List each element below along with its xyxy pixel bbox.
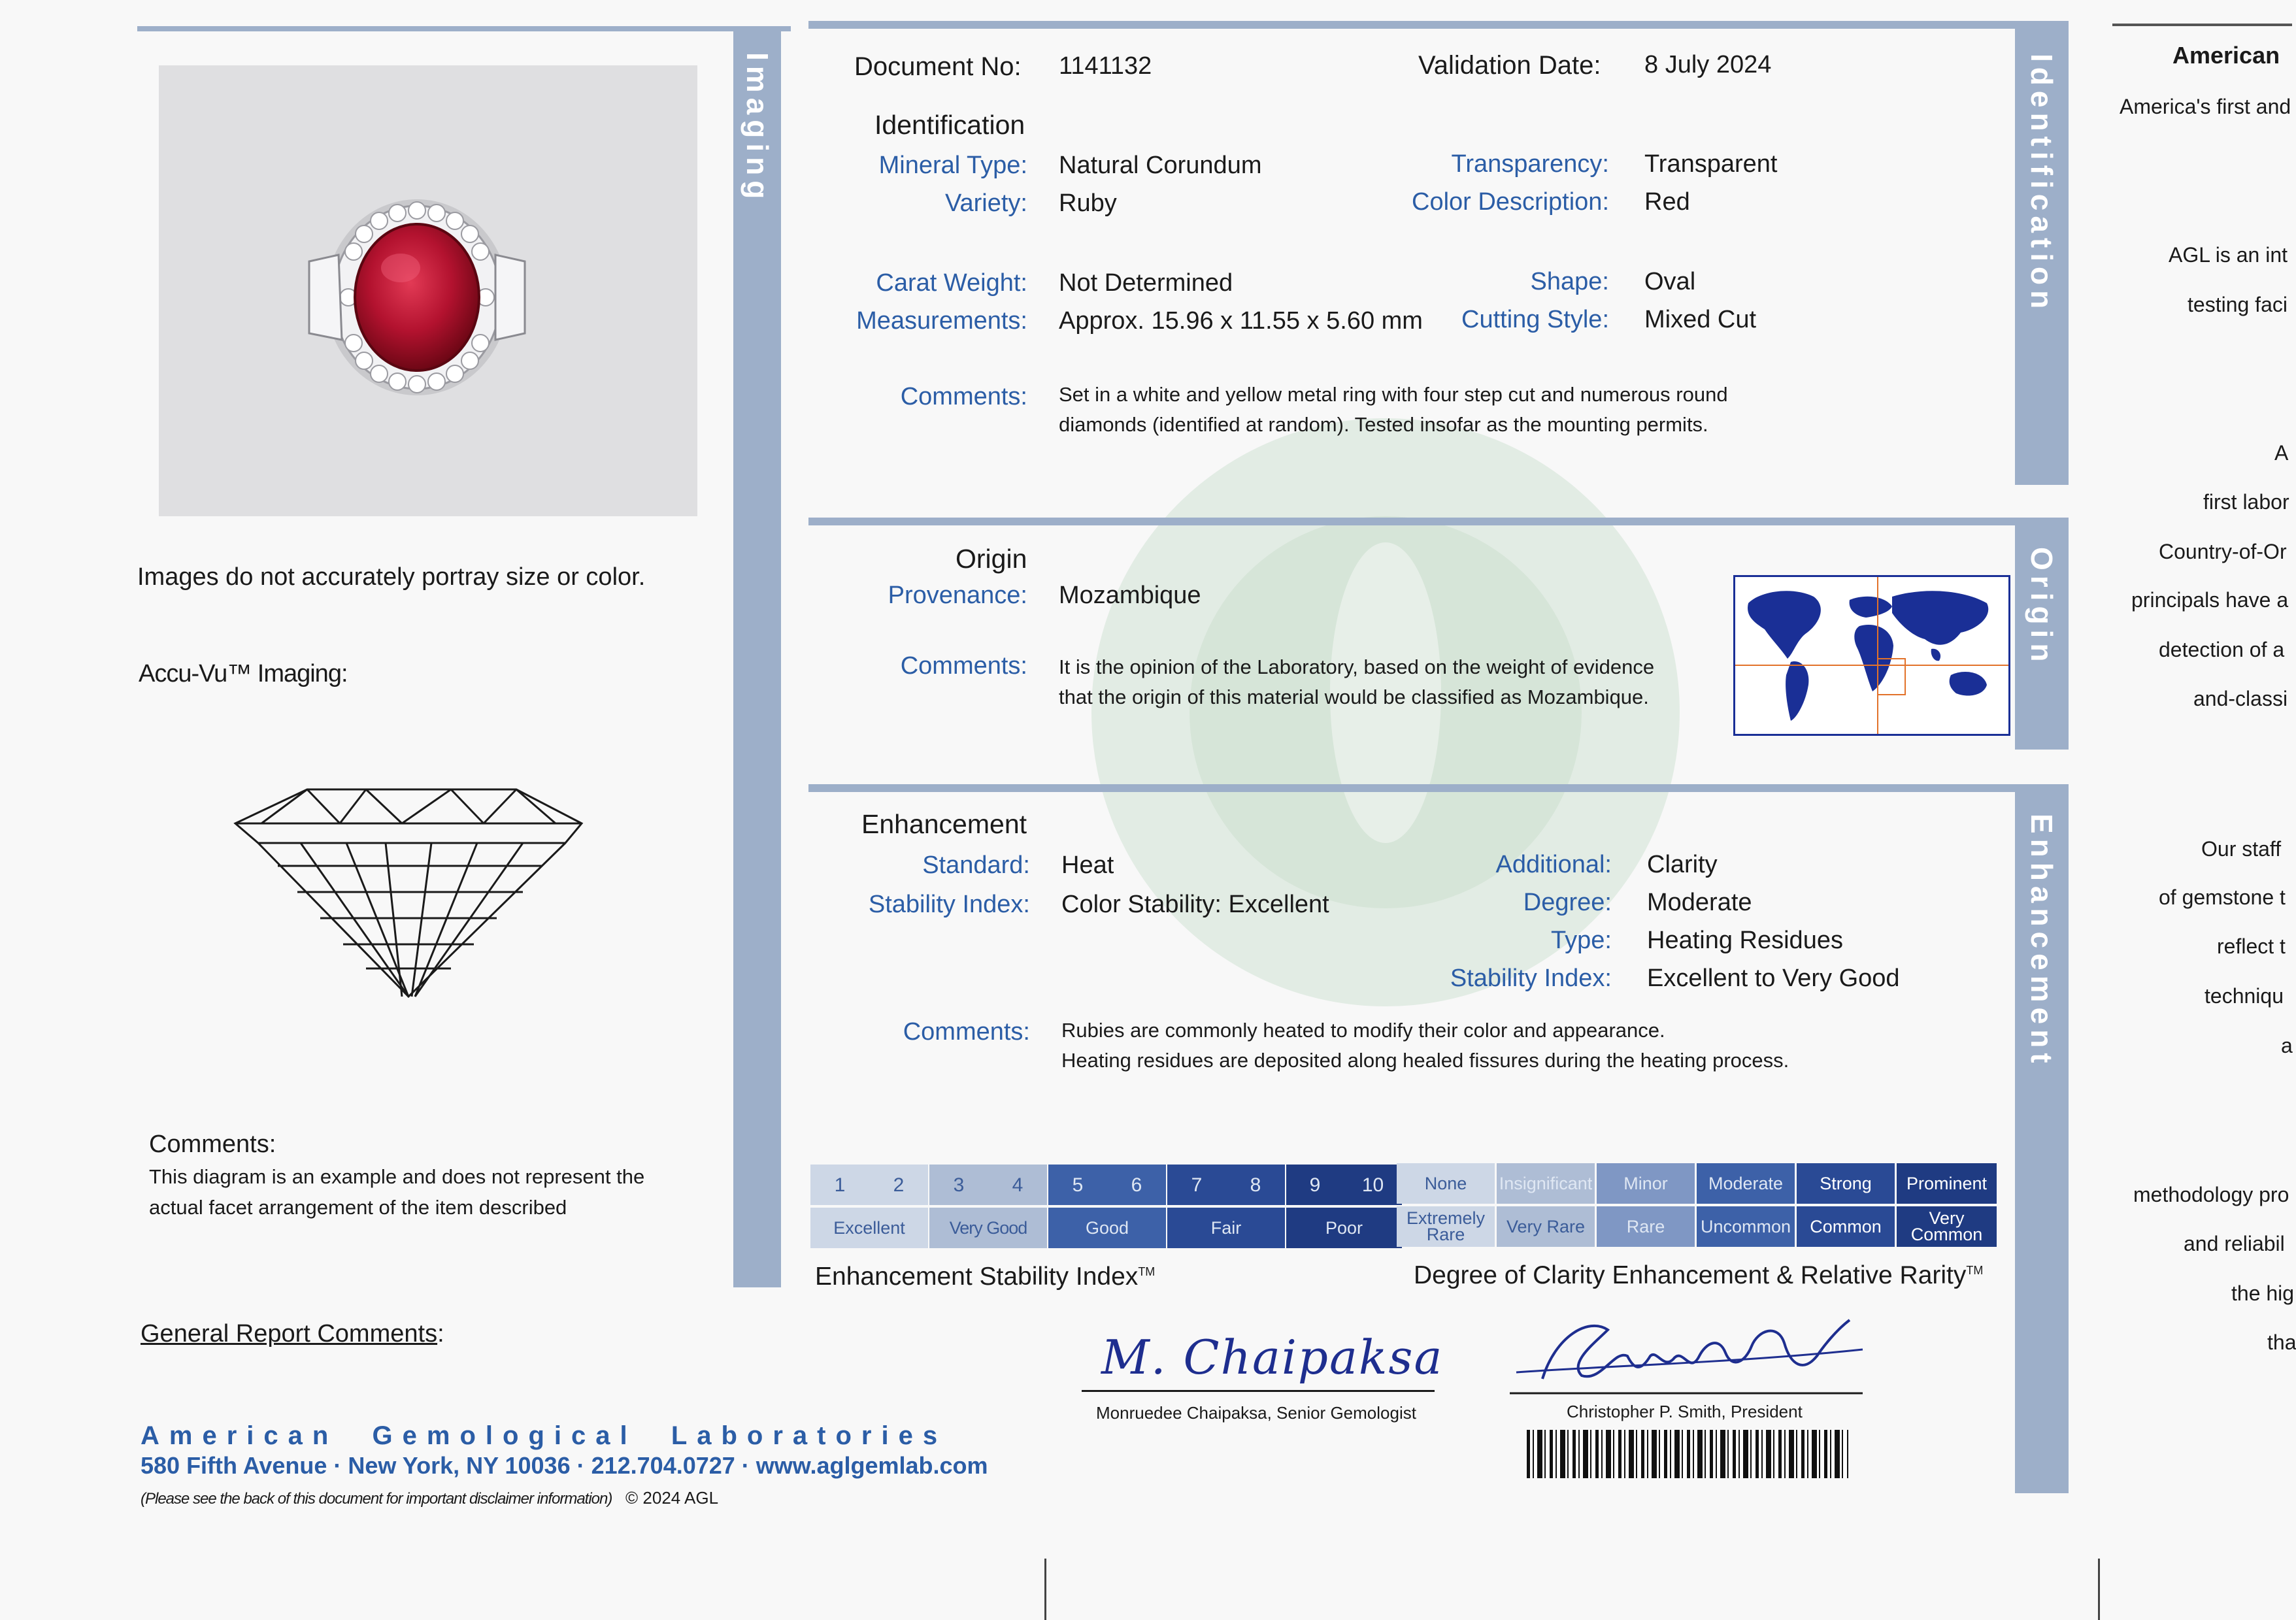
world-map (1733, 575, 2010, 736)
transparency-value: Transparent (1644, 150, 1778, 178)
scale-number: 3 (929, 1165, 988, 1205)
general-report-comments (141, 1320, 444, 1348)
enhancement-comments-line2: Heating residues are deposited along healed fissures during the heating process. (1061, 1049, 1789, 1072)
enhancement-tab-label: Enhancement (2025, 814, 2059, 1068)
scale-number: 6 (1107, 1165, 1166, 1205)
clarity-scale-title-text: Degree of Clarity Enhancement & Relative Rarity (1414, 1261, 1967, 1289)
enhancement-tab (2015, 784, 2069, 1493)
rarity-rare: Rare (1597, 1206, 1695, 1247)
scale-number: 10 (1344, 1165, 1402, 1205)
clarity-scale (1397, 1163, 1997, 1248)
stability-index-2-value: Excellent to Very Good (1647, 965, 1900, 992)
gem-profile-drawing (235, 784, 588, 1006)
enhancement-comments-line1: Rubies are commonly heated to modify their color and appearance. (1061, 1019, 1665, 1042)
signature-2-caption: Christopher P. Smith, President (1567, 1402, 1803, 1421)
provenance-value: Mozambique (1059, 582, 1201, 609)
photo-disclaimer: Images do not accurately portray size or color. (137, 563, 646, 591)
fold-line (1044, 1559, 1046, 1620)
mineral-type-value: Natural Corundum (1059, 152, 1262, 179)
stability-index-value: Color Stability: Excellent (1061, 891, 1329, 918)
right-panel-line: testing faci (2188, 293, 2288, 316)
facet-diagram (235, 784, 588, 1006)
validation-date-value: 8 July 2024 (1644, 51, 1772, 78)
scale-rating: Fair (1167, 1208, 1285, 1248)
degree-label: Degree: (1523, 889, 1612, 916)
stability-scale-title-text: Enhancement Stability Index (815, 1263, 1139, 1291)
clarity-degree: Moderate (1697, 1163, 1795, 1204)
color-description-label: Color Description: (1412, 188, 1609, 216)
enhancement-title: Enhancement (861, 809, 1027, 839)
origin-title: Origin (956, 544, 1027, 574)
transparency-label: Transparency: (1451, 150, 1609, 178)
right-panel-line: Our staff (2201, 837, 2282, 861)
rarity-line: Common (1910, 1225, 1983, 1244)
right-panel-line: detection of a (2159, 638, 2285, 661)
color-description-value: Red (1644, 188, 1690, 216)
right-panel-line: reflect t (2217, 934, 2286, 958)
scale-number: 5 (1048, 1165, 1107, 1205)
lab-address: 580 Fifth Avenue · New York, NY 10036 · 212.704.0727 · www.aglgemlab.com (141, 1452, 988, 1479)
shape-label: Shape: (1530, 268, 1609, 295)
disclaimer-text: (Please see the back of this document for important disclaimer information) (141, 1490, 612, 1508)
identification-tab-label: Identification (2025, 54, 2059, 314)
agl-watermark-seal (1085, 412, 1686, 1013)
shape-value: Oval (1644, 268, 1696, 295)
clarity-degree: None (1397, 1163, 1495, 1204)
right-panel-line: Country-of-Or (2159, 540, 2287, 563)
cutting-style-label: Cutting Style: (1461, 306, 1609, 333)
right-panel-line: and reliabil (2184, 1232, 2285, 1255)
origin-tab-label: Origin (2025, 547, 2059, 667)
type-label: Type: (1551, 927, 1612, 954)
carat-weight-label: Carat Weight: (876, 269, 1027, 297)
scale-number: 2 (869, 1165, 928, 1205)
origin-top-bar (808, 518, 2069, 525)
lab-disclaimer (141, 1488, 718, 1508)
trademark: TM (1966, 1264, 1984, 1277)
signature-1-caption: Monruedee Chaipaksa, Senior Gemologist (1096, 1403, 1416, 1423)
cutting-style-value: Mixed Cut (1644, 306, 1757, 333)
right-panel-line: A (2274, 441, 2289, 465)
signature-2-graphic (1510, 1310, 1863, 1395)
rarity-extremely-rare (1397, 1206, 1495, 1247)
right-panel-line: principals have a (2131, 588, 2289, 612)
right-panel-heading: American (2172, 42, 2280, 69)
scale-rating: Excellent (810, 1208, 928, 1248)
world-map-graphic (1735, 577, 2008, 734)
imaging-tab (733, 26, 781, 1287)
identification-top-bar (808, 21, 2069, 29)
scale-number: 4 (988, 1165, 1047, 1205)
scale-number: 8 (1226, 1165, 1285, 1205)
variety-label: Variety: (944, 190, 1027, 217)
right-panel-line: America's first and (2120, 95, 2291, 118)
right-panel-line: first labor (2203, 490, 2289, 514)
enhancement-comments-label: Comments: (903, 1018, 1030, 1046)
origin-comments-line2: that the origin of this material would be classified as Mozambique. (1059, 686, 1649, 708)
rarity-line: Rare (1426, 1225, 1465, 1244)
ring-photo (159, 65, 697, 516)
signature-1-script: M. Chaipaksa (1101, 1330, 1444, 1385)
provenance-label: Provenance: (888, 582, 1027, 609)
right-panel-line: the hig (2231, 1281, 2295, 1305)
right-panel-line: tha (2267, 1331, 2296, 1354)
general-report-comments-label: General Report Comments (141, 1320, 438, 1347)
signature-2 (1510, 1310, 1863, 1395)
origin-comments-label: Comments: (900, 652, 1027, 680)
seal-graphic (1085, 412, 1686, 1013)
signature-1 (1082, 1330, 1444, 1392)
rarity-line: Extremely (1406, 1208, 1486, 1228)
document-no-label: Document No: (854, 52, 1022, 81)
trademark: TM (1138, 1265, 1156, 1278)
carat-weight-value: Not Determined (1059, 269, 1233, 297)
stability-index-2-label: Stability Index: (1450, 965, 1612, 992)
clarity-degree: Minor (1597, 1163, 1695, 1204)
origin-comments-line1: It is the opinion of the Laboratory, based on the weight of evidence (1059, 655, 1655, 678)
variety-value: Ruby (1059, 190, 1117, 217)
right-panel-line: AGL is an int (2169, 243, 2288, 267)
scale-number: 9 (1286, 1165, 1344, 1205)
clarity-degree: Prominent (1897, 1163, 1997, 1204)
right-panel-top-rule (2112, 24, 2292, 26)
fold-line (2098, 1559, 2100, 1620)
right-panel-line: and-classi (2193, 687, 2288, 710)
stability-index-label: Stability Index: (868, 891, 1030, 918)
degree-value: Moderate (1647, 889, 1752, 916)
copyright-text: © 2024 AGL (625, 1488, 719, 1508)
right-panel-line: of gemstone t (2159, 885, 2286, 909)
scale-rating: Very Good (929, 1208, 1047, 1248)
rarity-very-common (1897, 1206, 1997, 1247)
measurements-label: Measurements: (856, 307, 1027, 335)
accuvu-label: Accu-Vu™ Imaging: (139, 660, 348, 687)
validation-date-label: Validation Date: (1418, 51, 1601, 80)
origin-tab (2015, 518, 2069, 750)
rarity-line: Very (1929, 1208, 1965, 1228)
standard-value: Heat (1061, 851, 1114, 879)
stability-scale (810, 1165, 1402, 1249)
identification-comments-line2: diamonds (identified at random). Tested insofar as the mounting permits. (1059, 413, 1708, 436)
additional-value: Clarity (1647, 851, 1718, 878)
clarity-degree: Strong (1797, 1163, 1895, 1204)
measurements-value: Approx. 15.96 x 11.55 x 5.60 mm (1059, 307, 1423, 335)
imaging-comments-line1: This diagram is an example and does not represent the (149, 1165, 645, 1188)
stability-scale-title (815, 1263, 1155, 1291)
scale-number: 1 (810, 1165, 869, 1205)
scale-rating: Good (1048, 1208, 1166, 1248)
scale-number: 7 (1167, 1165, 1226, 1205)
mineral-type-label: Mineral Type: (878, 152, 1027, 179)
ring-image (159, 65, 697, 516)
imaging-comments-line2: actual facet arrangement of the item described (149, 1196, 567, 1219)
scale-rating: Poor (1286, 1208, 1402, 1248)
rarity-very-rare: Very Rare (1497, 1206, 1595, 1247)
identification-comments-label: Comments: (900, 383, 1027, 410)
lab-name: American Gemological Laboratories (141, 1421, 948, 1450)
right-panel-line: methodology pro (2133, 1183, 2289, 1206)
identification-tab (2015, 21, 2069, 485)
rarity-uncommon: Uncommon (1697, 1206, 1795, 1247)
additional-label: Additional: (1495, 851, 1612, 878)
document-no-value: 1141132 (1059, 52, 1152, 80)
barcode (1527, 1430, 1848, 1478)
enhancement-top-bar (808, 784, 2069, 792)
right-panel-line: a (2281, 1034, 2293, 1057)
clarity-scale-title (1414, 1261, 1983, 1290)
imaging-top-bar (137, 26, 791, 31)
rarity-common: Common (1797, 1206, 1895, 1247)
imaging-tab-label: Imaging (740, 52, 774, 205)
standard-label: Standard: (922, 851, 1030, 879)
identification-comments-line1: Set in a white and yellow metal ring with four step cut and numerous round (1059, 383, 1728, 406)
right-panel-line: techniqu (2204, 984, 2284, 1008)
colon-text: : (437, 1320, 444, 1347)
identification-title: Identification (874, 110, 1025, 140)
imaging-comments-title: Comments: (149, 1131, 276, 1158)
clarity-degree: Insignificant (1497, 1163, 1595, 1204)
signature-1-line (1082, 1390, 1435, 1392)
type-value: Heating Residues (1647, 927, 1843, 954)
